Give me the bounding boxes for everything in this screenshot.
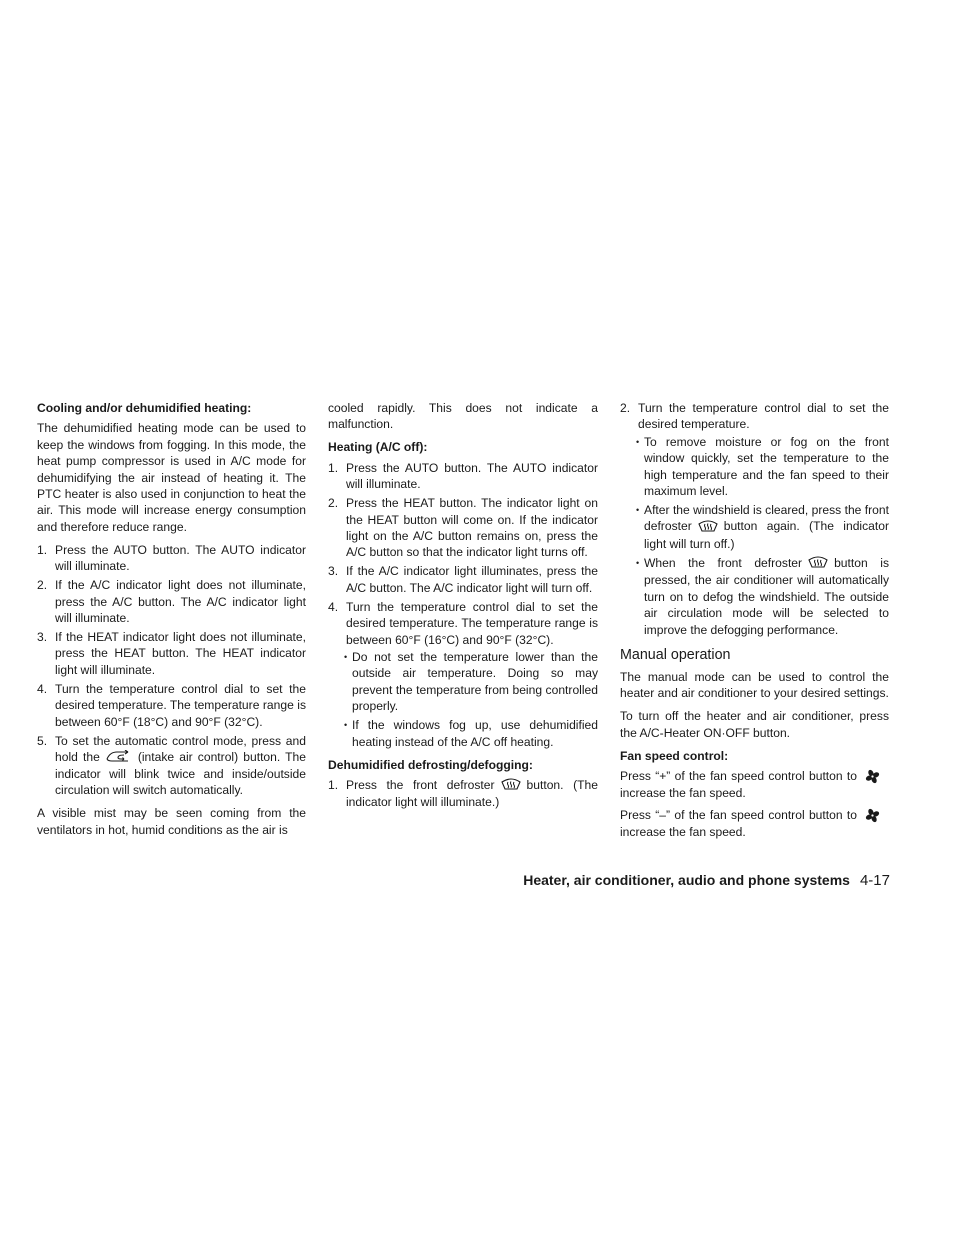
list-item: 2. Turn the temperature control dial to set the desired temperature. • To remove moisture or fog on the front window quickly, set the temperature to the high temperature and the fan speed to their maximum level. • After the windshield is cleared, press the front defroster button again. (The indicator light will turn off.) • When the front defroster button is pressed, the air conditioner will automatically turn on to defog the windshield. The outside air circulation mode will be selected to improve the defogging performance. [620,400,889,638]
intake-air-icon [106,750,132,766]
defroster-icon [501,777,521,794]
mist-note: A visible mist may be seen coming from the ventilators in hot, humid conditions as the air is [37,806,306,837]
bullet-item: • To remove moisture or fog on the front window quickly, set the temperature to the high temperature and the fan speed to their maximum level. [638,434,889,500]
page-footer [523,871,890,890]
list-item: 4. Turn the temperature control dial to set the desired temperature. The temperature range is between 60°F (16°C) and 90°F (32°C). • Do not set the temperature lower than the outside air temperature. Doing so may prevent the temperature from being controlled properly. • If the windows fog up, use dehumidified heating instead of the A/C off heating. [328,599,598,750]
mist-note-continued: cooled rapidly. This does not indicate a malfunction. [328,401,598,432]
fan-icon [865,808,880,827]
cooling-heading: Cooling and/or dehumidified heating: [37,401,252,415]
list-item: 2. Press the HEAT button. The indicator light on the HEAT button will come on. If the indicator light on the A/C button remains on, press the A/C button so that the indicator light turns off. [328,496,598,560]
defrost-steps-continued [620,400,889,638]
list-item: 2. If the A/C indicator light does not illuminate, press the A/C button. The A/C indicator light will illuminate. [37,578,306,625]
page-number: 4-17 [859,872,890,889]
bullet-item: • When the front defroster button is pressed, the air conditioner will automatically turn on to defog the windshield. The outside air circulation mode will be selected to improve the defogging performance. [638,555,889,638]
fan-minus-paragraph: Press “–” of the fan speed control button to increase the fan speed. [620,807,889,840]
fan-icon [865,769,880,788]
list-item: 4. Turn the temperature control dial to set the desired temperature. The temperature range is between 60°F (18°C) and 90°F (32°C). [37,681,306,729]
manual-operation-heading: Manual operation [620,647,731,664]
list-item: 3. If the A/C indicator light illuminates, press the A/C button. The A/C indicator light will turn off. [328,564,598,595]
heating-heading: Heating (A/C off): [328,440,428,455]
defrost-steps [328,777,598,811]
defrost-heading: Dehumidified defrosting/defogging: [328,757,533,772]
manual-paragraph: To turn off the heater and air conditioner, press the A/C-Heater ON·OFF button. [620,709,889,740]
cooling-intro: The dehumidified heating mode can be used to keep the windows from fogging. In this mode, the heat pump compressor is used in A/C mode for dehumidifying the air instead of heating it. The PTC heater is also used in conjunction to heat the air. This mode will increase energy consumption and therefore reduce range. [37,421,306,534]
defroster-icon [808,555,828,572]
column-3 [620,400,889,847]
column-1 [37,400,306,845]
bullet-item: • After the windshield is cleared, press the front defroster button again. (The indicator light will turn off.) [638,502,889,552]
list-item: 1. Press the front defroster button. (The indicator light will illuminate.) [328,777,598,810]
bullet-item: • If the windows fog up, use dehumidified heating instead of the A/C off heating. [346,717,598,750]
column-2 [328,400,598,817]
section-title: Heater, air conditioner, audio and phone systems [523,872,850,888]
list-item: 1. Press the AUTO button. The AUTO indicator will illuminate. [328,460,598,492]
list-item: 3. If the HEAT indicator light does not illuminate, press the HEAT button. The HEAT indicator light will illuminate. [37,629,306,677]
heating-steps [328,460,598,750]
heating-bullets [346,649,598,750]
cooling-steps [37,542,306,799]
fan-plus-paragraph: Press “+” of the fan speed control button to increase the fan speed. [620,768,889,801]
list-item: 1. Press the AUTO button. The AUTO indicator will illuminate. [37,542,306,574]
manual-paragraph: The manual mode can be used to control the heater and air conditioner to your desired settings. [620,670,889,701]
bullet-item: • Do not set the temperature lower than the outside air temperature. Doing so may prevent the temperature from being controlled properly. [346,649,598,715]
defrost-bullets [638,434,889,638]
defroster-icon [698,519,718,536]
list-item: 5. To set the automatic control mode, press and hold the (intake air control) button. The indicator will blink twice and inside/outside circulation will switch automatically. [37,733,306,798]
fan-speed-heading: Fan speed control: [620,748,729,763]
